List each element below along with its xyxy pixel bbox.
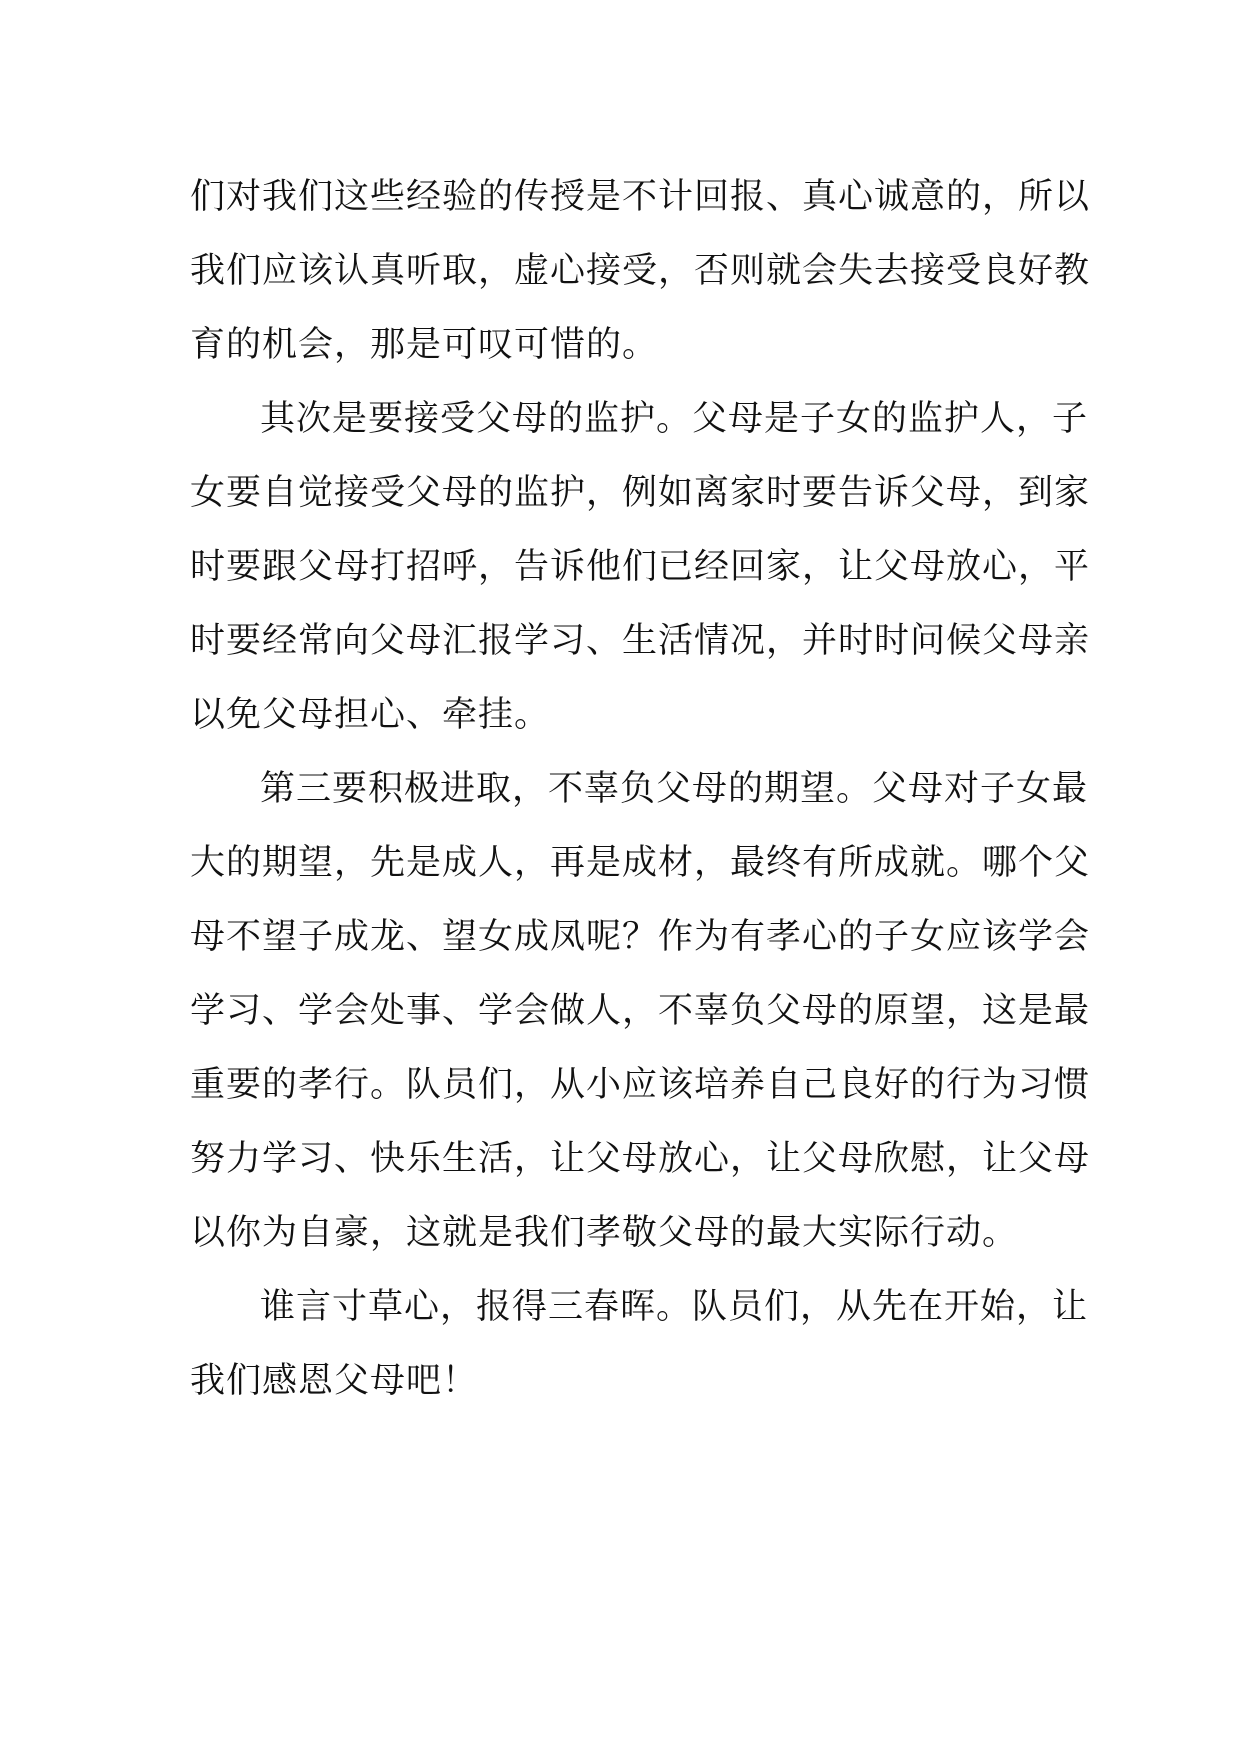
text-line: 母不望子成龙、望女成凤呢？作为有孝心的子女应该学会 — [190, 917, 1091, 957]
body-text — [190, 160, 1091, 1418]
paragraph-start-line: 其次是要接受父母的监护。父母是子女的监护人，子 — [260, 399, 1089, 439]
text-line: 我们应该认真听取，虚心接受，否则就会失去接受良好教 — [190, 251, 1091, 291]
text-line: 育的机会，那是可叹可惜的。 — [190, 325, 659, 365]
text-line: 学习、学会处事、学会做人，不辜负父母的原望，这是最 — [190, 991, 1091, 1031]
text-line: 我们感恩父母吧！ — [190, 1361, 479, 1401]
text-line: 时要经常向父母汇报学习、生活情况，并时时问候父母亲 — [190, 621, 1091, 661]
text-line: 以免父母担心、牵挂。 — [190, 695, 551, 735]
text-line: 重要的孝行。队员们，从小应该培养自己良好的行为习惯 — [190, 1065, 1091, 1105]
text-line: 们对我们这些经验的传授是不计回报、真心诚意的，所以 — [190, 177, 1091, 217]
text-line: 努力学习、快乐生活，让父母放心，让父母欣慰，让父母 — [190, 1139, 1091, 1179]
text-line: 时要跟父母打招呼，告诉他们已经回家，让父母放心，平 — [190, 547, 1091, 587]
text-line: 以你为自豪，这就是我们孝敬父母的最大实际行动。 — [190, 1213, 1019, 1253]
text-line: 大的期望，先是成人，再是成材，最终有所成就。哪个父 — [190, 843, 1091, 883]
paragraph-start-line: 谁言寸草心，报得三春晖。队员们，从先在开始，让 — [260, 1287, 1089, 1327]
paragraph-start-line: 第三要积极进取，不辜负父母的期望。父母对子女最 — [260, 769, 1089, 809]
text-line: 女要自觉接受父母的监护，例如离家时要告诉父母，到家 — [190, 473, 1091, 513]
